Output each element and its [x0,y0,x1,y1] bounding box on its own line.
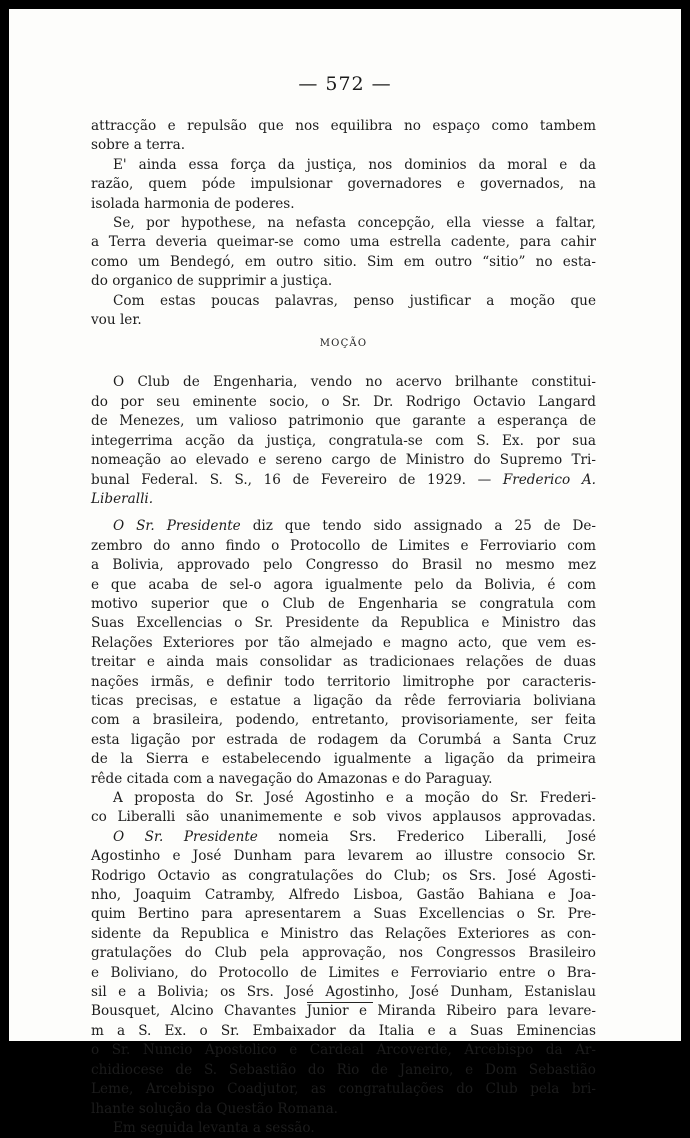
text-line [91,634,596,653]
line-text: E' ainda essa força da justiça, nos dominios da moral e da [113,156,596,173]
document-page [9,9,681,1136]
line-text: o Sr. Nuncio Apostolico e Cardeal Arcoverde, Arcebispo da Ar- [91,1042,596,1059]
line-text: de Menezes, um valioso patrimonio que garante a esperança de [91,413,596,430]
text-line [91,136,596,155]
text-line [91,1002,596,1021]
line-text: Bousquet, Alcino Chavantes Junior e Miranda Ribeiro para levare- [91,1003,596,1020]
text-line [91,983,596,1002]
line-text: Agostinho e José Dunham para levarem ao illustre consocio Sr. [91,848,596,865]
section-heading: MOÇÃO [319,338,368,350]
text-line [91,789,596,808]
text-line [91,673,596,692]
text-line [91,311,596,330]
page-number: — 572 — [298,73,392,95]
text-line [91,750,596,769]
text-line [91,393,596,412]
line-text: nomeia Srs. Frederico Liberalli, José [257,828,596,845]
text-line [91,808,596,827]
line-text: sobre a terra. [91,137,186,154]
text-line [91,1119,596,1138]
text-line [91,925,596,944]
line-text: esta ligação por estrada de rodagem da Corumbá a Santa Cruz [91,731,596,748]
text-line [91,614,596,633]
line-text: e Boliviano, do Protocollo de Limites e Ferroviario entre o Bra- [91,964,596,981]
line-text: de la Sierra e estabelecendo igualmente a ligação da primeira [91,751,596,768]
text-line [91,905,596,924]
text-line [91,964,596,983]
line-text: motivo superior que o Club de Engenharia se congratula com [91,595,596,612]
line-text: Se, por hypothese, na nefasta concepção, ella viesse a faltar, [113,215,596,232]
line-text: nomeação ao elevado e sereno cargo de Ministro do Supremo Tri- [91,452,596,469]
page-body [91,117,596,1138]
text-line [91,1041,596,1060]
text-line [91,770,596,789]
text-line [91,1100,596,1119]
text-line [91,175,596,194]
signature-name: Frederico A. [491,471,596,488]
text-line [91,731,596,750]
speaker-label: O Sr. Presidente [113,518,241,535]
line-text: Com estas poucas palavras, penso justificar a moção que [113,292,596,309]
text-line [91,451,596,470]
text-line [91,490,596,509]
line-text: co Liberalli são unanimemente e sob vivos applausos approvadas. [91,809,596,826]
line-text: razão, quem póde impulsionar governadores e governados, na [91,176,596,193]
text-line [91,828,596,847]
line-text: Leme, Arcebispo Coadjutor, as congratulações do Club pela bri- [91,1081,596,1098]
line-text: zembro do anno findo o Protocollo de Limites e Ferroviario com [91,537,596,554]
line-text: treitar e ainda mais consolidar as tradicionaes relações de duas [91,654,596,671]
line-text: e que acaba de sel-o agora igualmente pelo da Bolivia, é com [91,576,596,593]
text-line [91,253,596,272]
text-line [91,233,596,252]
text-line [91,214,596,233]
text-line [91,867,596,886]
text-line [91,711,596,730]
text-line [91,1061,596,1080]
line-text: Suas Excellencias o Sr. Presidente da Republica e Ministro das [91,615,596,632]
text-line [91,517,596,536]
line-text: sidente da Republica e Ministro das Relações Exteriores as con- [91,925,596,942]
text-line [91,195,596,214]
line-text: diz que tendo sido assignado a 25 de De- [240,518,596,535]
text-line [91,576,596,595]
line-text: Relações Exteriores por tão almejado e magno acto, que vem es- [91,634,596,651]
text-line [91,847,596,866]
line-text: nho, Joaquim Catramby, Alfredo Lisboa, Gastão Bahiana e Joa- [91,887,596,904]
line-text: nações irmãs, e definir todo territorio limitrophe por caracteris- [91,673,596,690]
line-text: a Terra deveria queimar-se como uma estrella cadente, para cahir [91,234,596,251]
line-text: quim Bertino para apresentarem a Suas Excellencias o Sr. Pre- [91,906,596,923]
text-line [91,1080,596,1099]
line-text: O Club de Engenharia, vendo no acervo brilhante constitui- [113,374,596,391]
text-line [91,156,596,175]
line-text: attracção e repulsão que nos equilibra no espaço como tambem [91,118,596,134]
line-text: Em seguida levanta a sessão. [113,1119,315,1136]
speaker-label: O Sr. Presidente [113,828,258,845]
text-line [91,1022,596,1041]
line-text: bunal Federal. S. S., 16 de Fevereiro de 1929. — [91,471,492,488]
line-text: vou ler. [91,312,142,329]
line-text: do por seu eminente socio, o Sr. Dr. Rodrigo Octavio Langard [91,393,596,410]
line-text: A proposta do Sr. José Agostinho e a moção do Sr. Frederi- [113,790,596,806]
line-text: integerrima acção da justiça, congratula-se com S. Ex. por sua [91,432,596,449]
line-text: sil e a Bolivia; os Srs. José Agostinho, José Dunham, Estanislau [91,984,596,1001]
signature-name: Liberalli. [91,490,154,507]
text-line [91,412,596,431]
text-line [91,272,596,291]
text-line [91,471,596,490]
line-text: Rodrigo Octavio as congratulações do Club; os Srs. José Agosti- [91,867,596,884]
text-line [91,117,596,136]
line-text: como um Bendegó, em outro sitio. Sim em outro “sitio” no esta- [91,253,596,270]
line-text: ticas precisas, e estatue a ligação da rêde ferroviaria boliviana [91,692,596,709]
text-line [91,653,596,672]
line-text: a Bolivia, approvado pelo Congresso do Brasil no mesmo mez [91,557,596,574]
text-line [91,537,596,556]
line-text: gratulações do Club pela approvação, nos Congressos Brasileiro [91,945,596,962]
text-line [91,292,596,311]
text-line [91,692,596,711]
line-text: isolada harmonia de poderes. [91,195,295,212]
line-text: m a S. Ex. o Sr. Embaixador da Italia e a Suas Eminencias [91,1022,596,1039]
text-line [91,944,596,963]
text-line [91,373,596,392]
line-text: lhante solução da Questão Romana. [91,1100,338,1117]
line-text: chidiocese de S. Sebastião do Rio de Janeiro, e Dom Sebastião [91,1061,596,1078]
text-line [91,556,596,575]
text-line [91,886,596,905]
closing-rule [307,1002,373,1003]
line-text: do organico de supprimir a justiça. [91,273,333,290]
text-line [91,595,596,614]
line-text: com a brasileira, podendo, entretanto, provisoriamente, ser feita [91,712,596,729]
line-text: rêde citada com a navegação do Amazonas e do Paraguay. [91,770,493,787]
text-line [91,432,596,451]
